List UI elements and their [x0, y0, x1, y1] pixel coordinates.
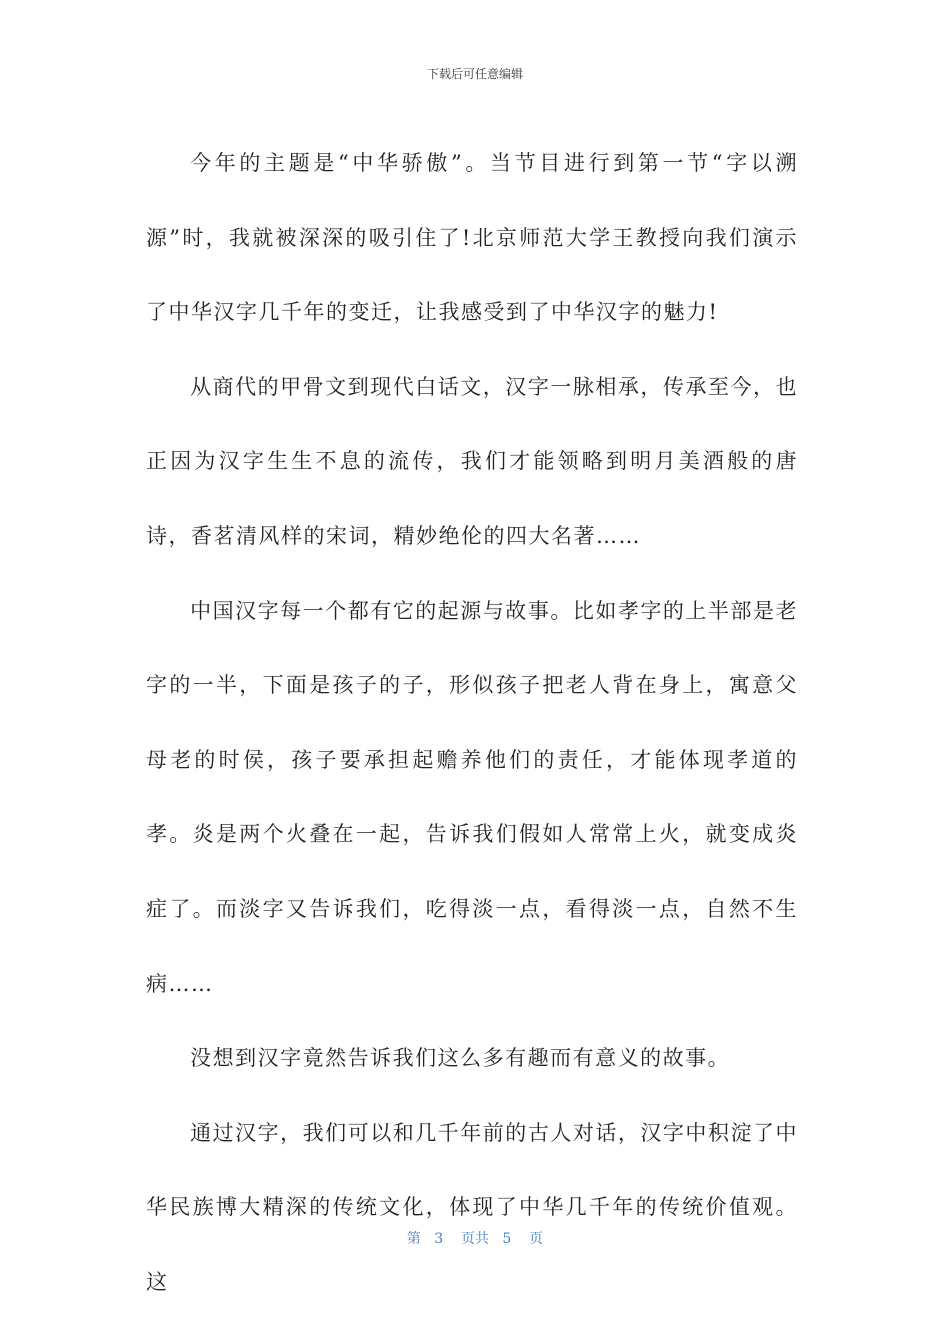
footer-middle: 页共: [461, 1231, 489, 1247]
total-pages-number: 5: [502, 1231, 512, 1247]
footer-prefix: 第: [406, 1231, 421, 1247]
header-note: 下载后可任意编辑: [426, 67, 523, 81]
paragraph: 没想到汉字竟然告诉我们这么多有趣而有意义的故事。: [190, 1046, 731, 1071]
paragraph: 从商代的甲骨文到现代白话文，汉字一脉相承，传承至今，也正因为汉字生生不息的流传，我们才能领略到明月美酒般的唐诗，香茗清风样的宋词，精妙绝伦的四大名著……: [146, 374, 798, 548]
paragraph: 通过汉字，我们可以和几千年前的古人对话，汉字中积淀了中华民族博大精深的传统文化，体现了中华几千年的传统价值观。这: [146, 1120, 798, 1294]
paragraph: 中国汉字每一个都有它的起源与故事。比如孝字的上半部是老字的一半，下面是孩子的子，形似孩子把老人背在身上，寓意父母老的时侯，孩子要承担起赡养他们的责任，才能体现孝道的孝。炎是两个火叠在一起，告诉我们假如人常常上火，就变成炎症了。而淡字又告诉我们，吃得淡一点，看得淡一点，自然不生病……: [146, 598, 798, 996]
current-page-number: 3: [434, 1231, 444, 1247]
document-body: [146, 126, 798, 1320]
paragraph: 今年的主题是“中华骄傲”。当节目进行到第一节“字以溯源”时，我就被深深的吸引住了!北京师范大学王教授向我们演示了中华汉字几千年的变迁，让我感受到了中华汉字的魅力!: [146, 151, 798, 325]
footer-suffix: 页: [529, 1231, 544, 1247]
page-number-footer: [0, 1229, 950, 1249]
